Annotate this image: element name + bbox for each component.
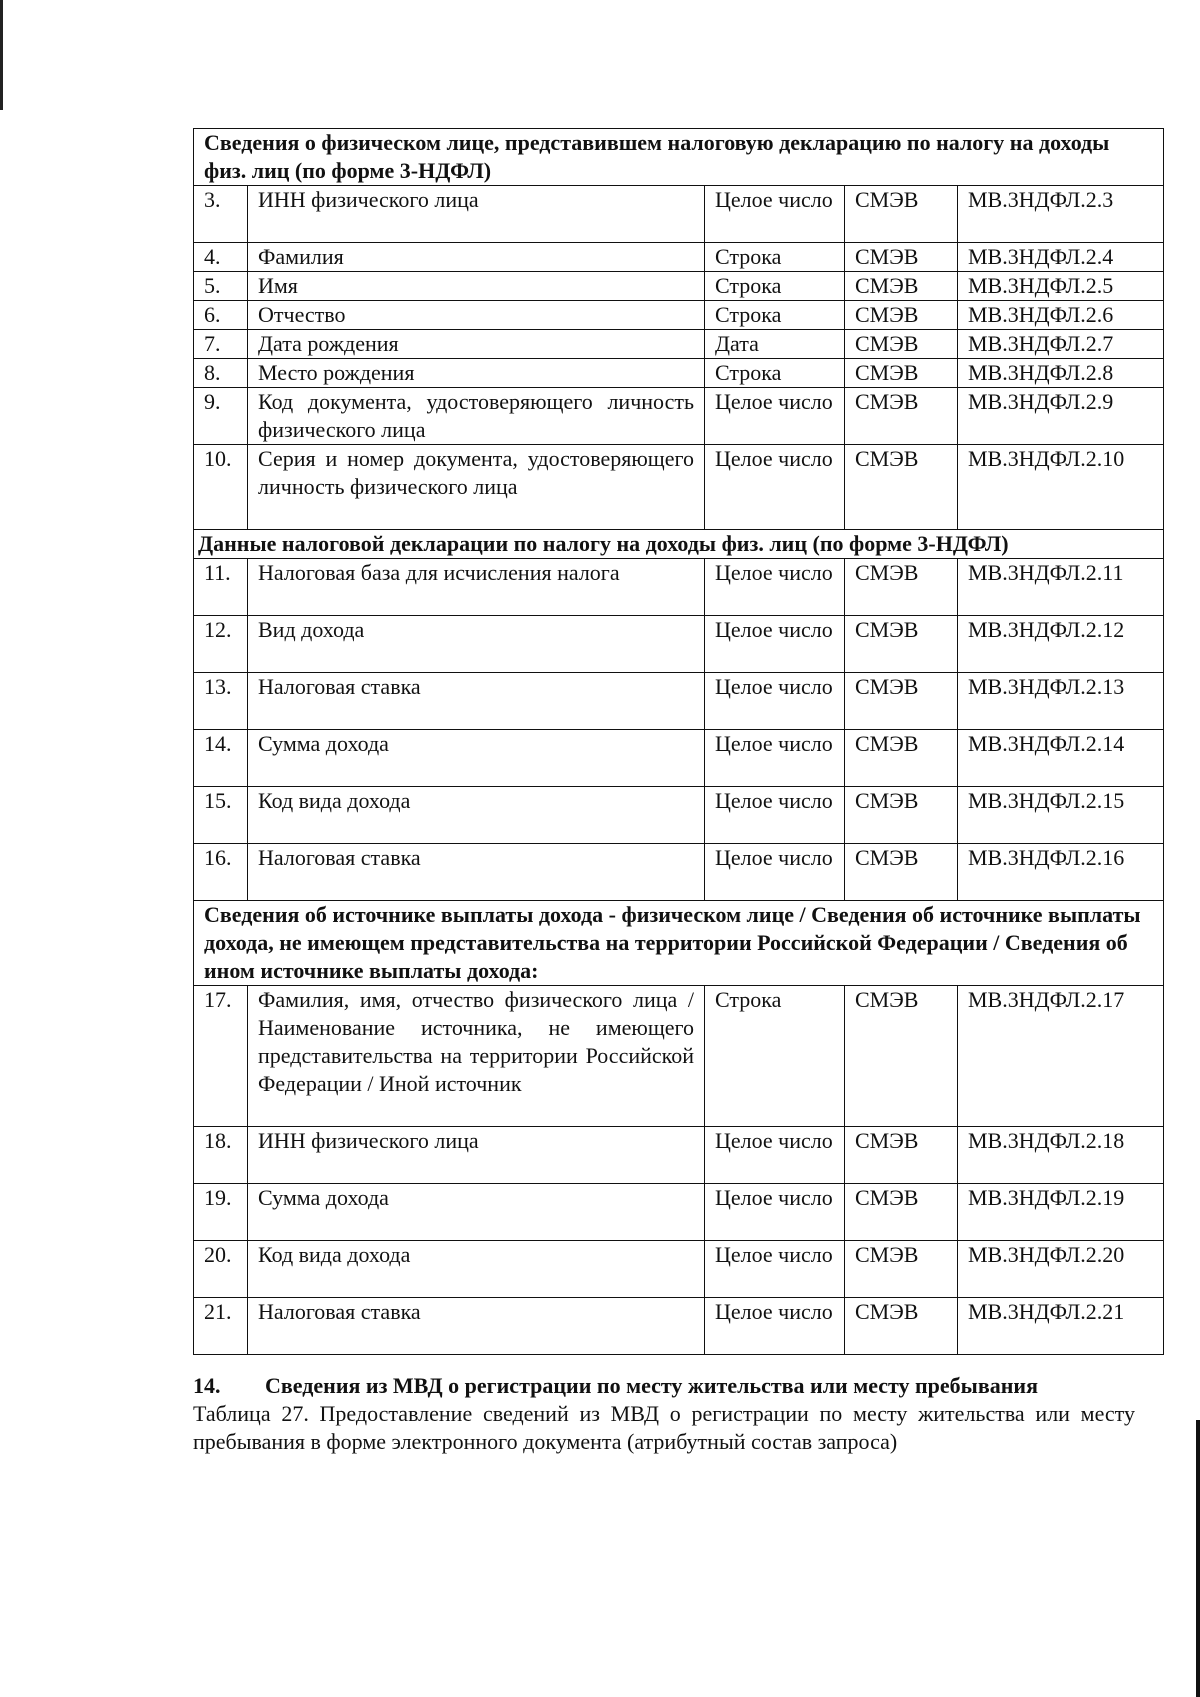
table-row [194, 388, 1164, 445]
row-number: 20. [194, 1241, 248, 1298]
attribute-name: Код вида дохода [248, 1241, 705, 1298]
attribute-source: СМЭВ [845, 1184, 958, 1241]
attribute-type: Целое число [705, 186, 845, 243]
attribute-type: Дата [705, 330, 845, 359]
row-number: 9. [194, 388, 248, 445]
row-number: 12. [194, 616, 248, 673]
attribute-source: СМЭВ [845, 673, 958, 730]
attribute-name: Дата рождения [248, 330, 705, 359]
attribute-source: СМЭВ [845, 388, 958, 445]
attribute-name: Налоговая база для исчисления налога [248, 559, 705, 616]
row-number: 14. [194, 730, 248, 787]
attribute-name: Сумма дохода [248, 730, 705, 787]
table-row [194, 1184, 1164, 1241]
section-number: 14. [193, 1373, 221, 1398]
table-row [194, 559, 1164, 616]
attribute-name: ИНН физического лица [248, 1127, 705, 1184]
table-row [194, 673, 1164, 730]
attribute-source: СМЭВ [845, 243, 958, 272]
attribute-name: Вид дохода [248, 616, 705, 673]
attribute-name: Налоговая ставка [248, 844, 705, 901]
attribute-source: СМЭВ [845, 1127, 958, 1184]
attribute-type: Целое число [705, 1298, 845, 1355]
section-heading [193, 1372, 1135, 1400]
attribute-code: МВ.3НДФЛ.2.12 [958, 616, 1164, 673]
table-row [194, 330, 1164, 359]
attribute-name: Налоговая ставка [248, 673, 705, 730]
attribute-name: Фамилия, имя, отчество физического лица / Наименование источника, не имеющего представительства на территории Российской Федерации / Иной источник [248, 986, 705, 1127]
attribute-code: МВ.3НДФЛ.2.20 [958, 1241, 1164, 1298]
attribute-code: МВ.3НДФЛ.2.7 [958, 330, 1164, 359]
attribute-code: МВ.3НДФЛ.2.15 [958, 787, 1164, 844]
row-number: 19. [194, 1184, 248, 1241]
attribute-code: МВ.3НДФЛ.2.4 [958, 243, 1164, 272]
next-section [193, 1372, 1135, 1456]
attribute-code: МВ.3НДФЛ.2.19 [958, 1184, 1164, 1241]
attribute-name: Место рождения [248, 359, 705, 388]
attribute-code: МВ.3НДФЛ.2.6 [958, 301, 1164, 330]
attribute-name: Код документа, удостоверяющего личность физического лица [248, 388, 705, 445]
attribute-source: СМЭВ [845, 1241, 958, 1298]
attribute-source: СМЭВ [845, 445, 958, 530]
attribute-type: Строка [705, 359, 845, 388]
row-number: 11. [194, 559, 248, 616]
attribute-code: МВ.3НДФЛ.2.11 [958, 559, 1164, 616]
section-heading-title: Сведения из МВД о регистрации по месту жительства или месту пребывания [265, 1373, 1038, 1398]
attribute-type: Строка [705, 986, 845, 1127]
table-caption: Таблица 27. Предоставление сведений из МВД о регистрации по месту жительства или месту пребывания в форме электронного документа (атрибутный состав запроса) [193, 1401, 1135, 1454]
attribute-type: Целое число [705, 673, 845, 730]
attribute-name: Имя [248, 272, 705, 301]
row-number: 5. [194, 272, 248, 301]
attribute-type: Целое число [705, 844, 845, 901]
attribute-source: СМЭВ [845, 787, 958, 844]
section-header-row [194, 901, 1164, 986]
attribute-type: Целое число [705, 787, 845, 844]
table-row [194, 1127, 1164, 1184]
attribute-name: Серия и номер документа, удостоверяющего личность физического лица [248, 445, 705, 530]
attribute-source: СМЭВ [845, 330, 958, 359]
attribute-code: МВ.3НДФЛ.2.13 [958, 673, 1164, 730]
table-row [194, 243, 1164, 272]
attribute-source: СМЭВ [845, 1298, 958, 1355]
attribute-type: Целое число [705, 445, 845, 530]
attribute-type: Целое число [705, 1127, 845, 1184]
table-row [194, 730, 1164, 787]
attribute-type: Строка [705, 243, 845, 272]
table-row [194, 272, 1164, 301]
table-row [194, 787, 1164, 844]
attribute-type: Целое число [705, 1241, 845, 1298]
row-number: 15. [194, 787, 248, 844]
attribute-source: СМЭВ [845, 272, 958, 301]
attribute-type: Целое число [705, 1184, 845, 1241]
attribute-code: МВ.3НДФЛ.2.21 [958, 1298, 1164, 1355]
row-number: 4. [194, 243, 248, 272]
attribute-source: СМЭВ [845, 186, 958, 243]
row-number: 17. [194, 986, 248, 1127]
attribute-name: Фамилия [248, 243, 705, 272]
section-title: Данные налоговой декларации по налогу на доходы физ. лиц (по форме 3-НДФЛ) [194, 530, 1164, 559]
attribute-code: МВ.3НДФЛ.2.14 [958, 730, 1164, 787]
attribute-type: Строка [705, 301, 845, 330]
row-number: 6. [194, 301, 248, 330]
attribute-code: МВ.3НДФЛ.2.8 [958, 359, 1164, 388]
table-row [194, 301, 1164, 330]
table-row [194, 1298, 1164, 1355]
attribute-code: МВ.3НДФЛ.2.10 [958, 445, 1164, 530]
row-number: 21. [194, 1298, 248, 1355]
row-number: 3. [194, 186, 248, 243]
attribute-name: ИНН физического лица [248, 186, 705, 243]
scan-edge-mark [0, 0, 3, 110]
attribute-code: МВ.3НДФЛ.2.18 [958, 1127, 1164, 1184]
table-row [194, 616, 1164, 673]
table-row [194, 186, 1164, 243]
attribute-source: СМЭВ [845, 359, 958, 388]
section-header-row [194, 530, 1164, 559]
section-title: Сведения об источнике выплаты дохода - физическом лице / Сведения об источнике выплаты дохода, не имеющем представительства на территории Российской Федерации / Сведения об ином источнике выплаты дохода: [194, 901, 1164, 986]
row-number: 13. [194, 673, 248, 730]
attribute-source: СМЭВ [845, 844, 958, 901]
table-row [194, 445, 1164, 530]
attribute-name: Сумма дохода [248, 1184, 705, 1241]
row-number: 10. [194, 445, 248, 530]
attribute-type: Целое число [705, 616, 845, 673]
attribute-name: Код вида дохода [248, 787, 705, 844]
attribute-name: Налоговая ставка [248, 1298, 705, 1355]
attribute-code: МВ.3НДФЛ.2.9 [958, 388, 1164, 445]
attribute-source: СМЭВ [845, 986, 958, 1127]
attribute-source: СМЭВ [845, 301, 958, 330]
scan-edge-mark [1196, 1420, 1200, 1697]
attribute-code: МВ.3НДФЛ.2.5 [958, 272, 1164, 301]
table-row [194, 844, 1164, 901]
attribute-type: Строка [705, 272, 845, 301]
attribute-name: Отчество [248, 301, 705, 330]
attribute-code: МВ.3НДФЛ.2.16 [958, 844, 1164, 901]
section-header-row [194, 129, 1164, 186]
attribute-source: СМЭВ [845, 559, 958, 616]
attribute-code: МВ.3НДФЛ.2.17 [958, 986, 1164, 1127]
table-row [194, 359, 1164, 388]
attribute-type: Целое число [705, 388, 845, 445]
attributes-table [193, 128, 1164, 1355]
section-title: Сведения о физическом лице, представившем налоговую декларацию по налогу на доходы физ. лиц (по форме 3-НДФЛ) [194, 129, 1164, 186]
attribute-source: СМЭВ [845, 730, 958, 787]
row-number: 16. [194, 844, 248, 901]
row-number: 18. [194, 1127, 248, 1184]
attribute-source: СМЭВ [845, 616, 958, 673]
attribute-type: Целое число [705, 559, 845, 616]
table-row [194, 986, 1164, 1127]
attribute-code: МВ.3НДФЛ.2.3 [958, 186, 1164, 243]
table-row [194, 1241, 1164, 1298]
attribute-type: Целое число [705, 730, 845, 787]
row-number: 7. [194, 330, 248, 359]
row-number: 8. [194, 359, 248, 388]
